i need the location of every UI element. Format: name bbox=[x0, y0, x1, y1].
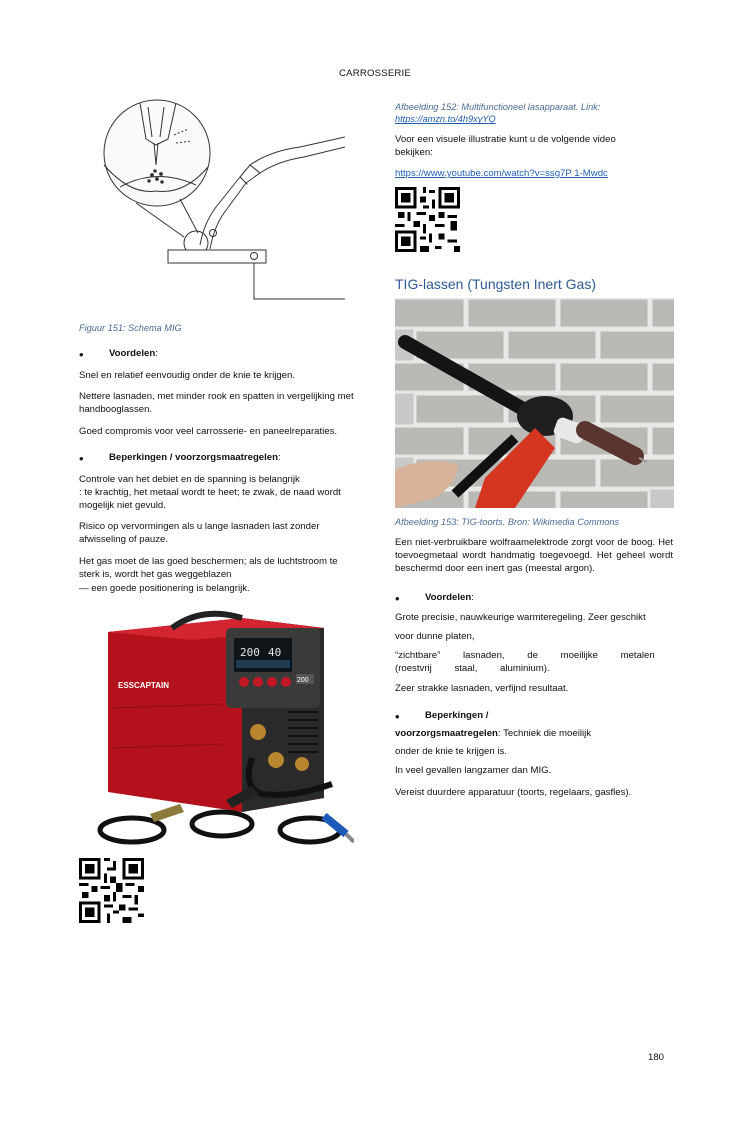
brand-label: ESSCAPTAIN bbox=[118, 681, 169, 690]
advantage-item: Goed compromis voor veel carrosserie- en paneelreparaties. bbox=[79, 426, 338, 437]
limit-item: onder de knie te krijgen is. bbox=[395, 746, 507, 757]
machine-model-label: 200 bbox=[297, 677, 309, 684]
limit-item: Het gas moet de las goed beschermen; als de luchtstroom te sterk is, wordt het gas weggeblazen bbox=[79, 556, 338, 580]
caption-text: Afbeelding 152: Multifunctioneel lasapparaat. Link: bbox=[395, 102, 601, 112]
bullet-icon: • bbox=[395, 709, 400, 724]
limits-label-bold: voorzorgsmaatregelen bbox=[395, 728, 498, 739]
display-left-value: 200 bbox=[240, 646, 260, 659]
tig-heading: TIG-lassen (Tungsten Inert Gas) bbox=[395, 276, 596, 292]
advantage-item: “zichtbare” lasnaden, de moeilijke metalen (roestvrij staal, aluminium). bbox=[395, 650, 655, 674]
limits-label-line2 bbox=[395, 728, 713, 741]
figure-152-caption bbox=[395, 101, 713, 126]
limits-label: Beperkingen / voorzorgsmaatregelen bbox=[109, 452, 279, 464]
qr-code-left bbox=[79, 858, 144, 923]
display-right-value: 40 bbox=[268, 646, 282, 659]
youtube-link[interactable]: https://www.youtube.com/watch?v=ssg7P 1-Mwdc bbox=[395, 168, 608, 179]
advantages-label: Voordelen bbox=[425, 592, 472, 604]
limits-bullet-right bbox=[395, 710, 713, 723]
limit-item: Vereist duurdere apparatuur (toorts, regelaars, gasfles). bbox=[395, 787, 632, 798]
tig-description: Een niet-verbruikbare wolfraamelektrode zorgt voor de boog. Het toevoegmetaal wordt handmatig toegevoegd. Het geheel wordt beschermd door een inert gas (meestal argon). bbox=[395, 537, 673, 574]
welding-machine-image bbox=[92, 608, 354, 854]
limit-item: Controle van het debiet en de spanning is belangrijk bbox=[79, 474, 300, 485]
qr-code-right bbox=[395, 187, 460, 252]
figure-151-caption: Figuur 151: Schema MIG bbox=[79, 323, 182, 333]
advantage-item: Snel en relatief eenvoudig onder de knie te krijgen. bbox=[79, 370, 296, 381]
amazon-link[interactable]: https://amzn.to/4h9xyYQ bbox=[395, 114, 496, 125]
advantage-item: Grote precisie, nauwkeurige warmteregeling. Zeer geschikt bbox=[395, 612, 646, 623]
limit-item: Risico op vervormingen als u lange lasnaden last zonder afwisseling of pauze. bbox=[79, 521, 320, 545]
advantage-item: voor dunne platen, bbox=[395, 631, 475, 642]
limit-item: In veel gevallen langzamer dan MIG. bbox=[395, 765, 552, 776]
advantage-item: Zeer strakke lasnaden, verfijnd resultaat. bbox=[395, 683, 569, 694]
limits-label-line1: Beperkingen / bbox=[425, 710, 489, 722]
advantages-label: Voordelen bbox=[109, 348, 156, 360]
video-intro-text: Voor een visuele illustratie kunt u de volgende video bekijken: bbox=[395, 134, 616, 158]
running-header: CARROSSERIE bbox=[338, 68, 412, 79]
limits-bullet-left: • Beperkingen / voorzorgsmaatregelen: bbox=[79, 451, 281, 466]
mig-schematic-figure bbox=[100, 95, 345, 307]
advantage-item: Nettere lasnaden, met minder rook en spatten in vergelijking met handbooglassen. bbox=[79, 391, 354, 415]
bullet-icon: • bbox=[79, 451, 84, 466]
page-number: 180 bbox=[647, 1052, 664, 1063]
figure-153-caption: Afbeelding 153: TIG-toorts. Bron: Wikimedia Commons bbox=[395, 517, 620, 527]
advantages-bullet-right: • Voordelen: bbox=[395, 591, 474, 606]
bullet-icon: • bbox=[395, 591, 400, 606]
limit-item: — een goede positionering is belangrijk. bbox=[79, 583, 250, 594]
limits-inline-text: : Techniek die moeilijk bbox=[497, 728, 592, 739]
limit-item: : te krachtig, het metaal wordt te heet; te zwak, de naad wordt mogelijk niet gevuld. bbox=[79, 487, 341, 511]
advantages-bullet-left: • Voordelen: bbox=[79, 347, 158, 362]
bullet-icon: • bbox=[79, 347, 84, 362]
tig-torch-photo bbox=[395, 298, 674, 508]
